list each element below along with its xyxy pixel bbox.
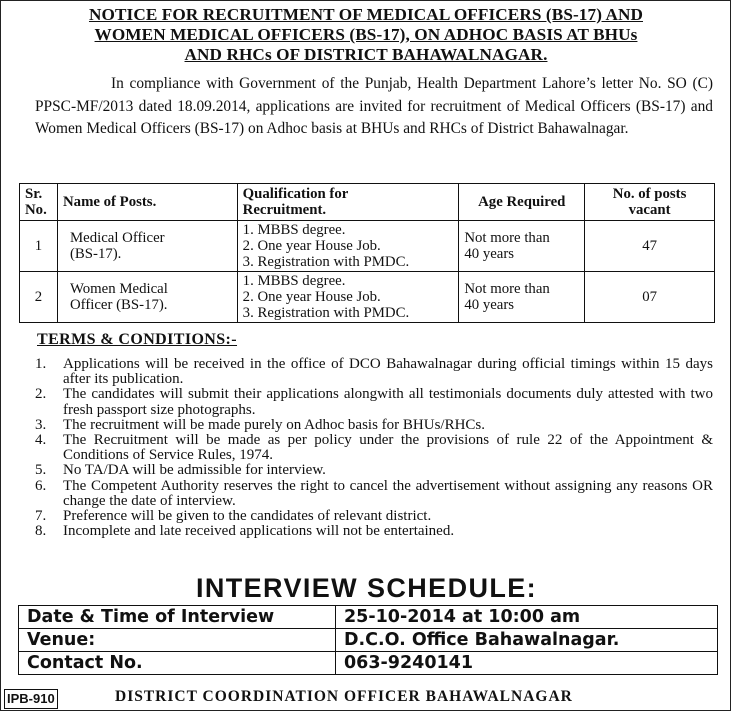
term-text: Incomplete and late received applications will not be entertained.	[63, 523, 455, 540]
header-posts-vacant: No. of posts vacant	[585, 184, 715, 221]
term-number: 6.	[35, 477, 47, 494]
schedule-value: D.C.O. Office Bahawalnagar.	[336, 629, 718, 652]
row-post-name: Women Medical Officer (BS-17).	[57, 272, 237, 323]
interview-schedule-heading: INTERVIEW SCHEDULE:	[195, 573, 538, 603]
title-line-1: NOTICE FOR RECRUITMENT OF MEDICAL OFFICERS (BS-17) AND	[88, 5, 643, 24]
term-number: 1.	[35, 356, 47, 372]
header-age-required: Age Required	[459, 184, 585, 221]
term-number: 4.	[35, 432, 47, 449]
row-sr-no: 2	[20, 272, 58, 323]
row-post-name: Medical Officer (BS-17).	[57, 221, 237, 272]
schedule-value: 063-9240141	[336, 652, 718, 675]
intro-text: In compliance with Government of the Punjab, Health Department Lahore’s letter No. SO (C) PPSC-MF/2013 dated 18.09.2014, applications are invited for recruitment of Medical Officers (BS-17) and Women Medical Officers (BS-17) on Adhoc basis at BHUs and RHCs of District Bahawalnagar.	[35, 75, 713, 137]
list-item	[15, 463, 713, 478]
schedule-label: Contact No.	[19, 652, 336, 675]
table-row	[19, 652, 718, 675]
title-line-2: WOMEN MEDICAL OFFICERS (BS-17), ON ADHOC BASIS AT BHUs	[94, 25, 638, 44]
publication-reference: IPB-910	[4, 689, 58, 709]
list-item	[15, 418, 713, 433]
row-sr-no: 1	[20, 221, 58, 272]
header-sr-no: Sr. No.	[20, 184, 58, 221]
table-row	[19, 606, 718, 629]
term-number: 3.	[35, 416, 47, 433]
row-qualification: 1. MBBS degree. 2. One year House Job. 3. Registration with PMDC.	[237, 272, 459, 323]
row-posts-vacant: 47	[585, 221, 715, 272]
list-item	[15, 433, 713, 463]
schedule-label: Venue:	[19, 629, 336, 652]
notice-title	[21, 5, 711, 65]
table-row	[19, 629, 718, 652]
row-posts-vacant: 07	[585, 272, 715, 323]
term-text: Applications will be received in the office of DCO Bahawalnagar during official timings within 15 days after its publication.	[63, 356, 713, 388]
terms-heading: TERMS & CONDITIONS:-	[37, 331, 238, 348]
term-text: No TA/DA will be admissible for interview.	[63, 462, 326, 479]
header-name-of-posts: Name of Posts.	[57, 184, 237, 221]
table-row	[20, 221, 715, 272]
table-row	[20, 272, 715, 323]
list-item	[15, 509, 713, 524]
term-number: 7.	[35, 508, 47, 525]
list-item	[15, 479, 713, 509]
row-age-required: Not more than 40 years	[459, 221, 585, 272]
list-item	[15, 357, 713, 387]
posts-table	[19, 183, 715, 323]
term-number: 2.	[35, 386, 47, 403]
term-text: The candidates will submit their applications alongwith all testimonials documents duly attested with two fresh passport size photographs.	[63, 386, 713, 418]
signatory: DISTRICT COORDINATION OFFICER BAHAWALNAGAR	[115, 688, 573, 705]
term-number: 5.	[35, 462, 47, 479]
list-item	[15, 524, 713, 539]
header-qualification: Qualification for Recruitment.	[237, 184, 459, 221]
term-number: 8.	[35, 523, 47, 540]
term-text: The Recruitment will be made as per policy under the provisions of rule 22 of the Appointment & Conditions of Service Rules, 1974.	[63, 432, 713, 464]
posts-table-header	[20, 184, 715, 221]
schedule-value: 25-10-2014 at 10:00 am	[336, 606, 718, 629]
row-qualification: 1. MBBS degree. 2. One year House Job. 3. Registration with PMDC.	[237, 221, 459, 272]
title-line-3: AND RHCs OF DISTRICT BAHAWALNAGAR.	[184, 45, 548, 64]
intro-paragraph	[35, 73, 713, 141]
term-text: The recruitment will be made purely on Adhoc basis for BHUs/RHCs.	[63, 416, 486, 433]
schedule-label: Date & Time of Interview	[19, 606, 336, 629]
list-item	[15, 387, 713, 417]
term-text: Preference will be given to the candidates of relevant district.	[63, 508, 432, 525]
interview-schedule-table	[18, 605, 718, 675]
row-age-required: Not more than 40 years	[459, 272, 585, 323]
terms-list	[15, 357, 713, 539]
term-text: The Competent Authority reserves the right to cancel the advertisement without assigning any reasons OR change the date of interview.	[63, 477, 713, 509]
